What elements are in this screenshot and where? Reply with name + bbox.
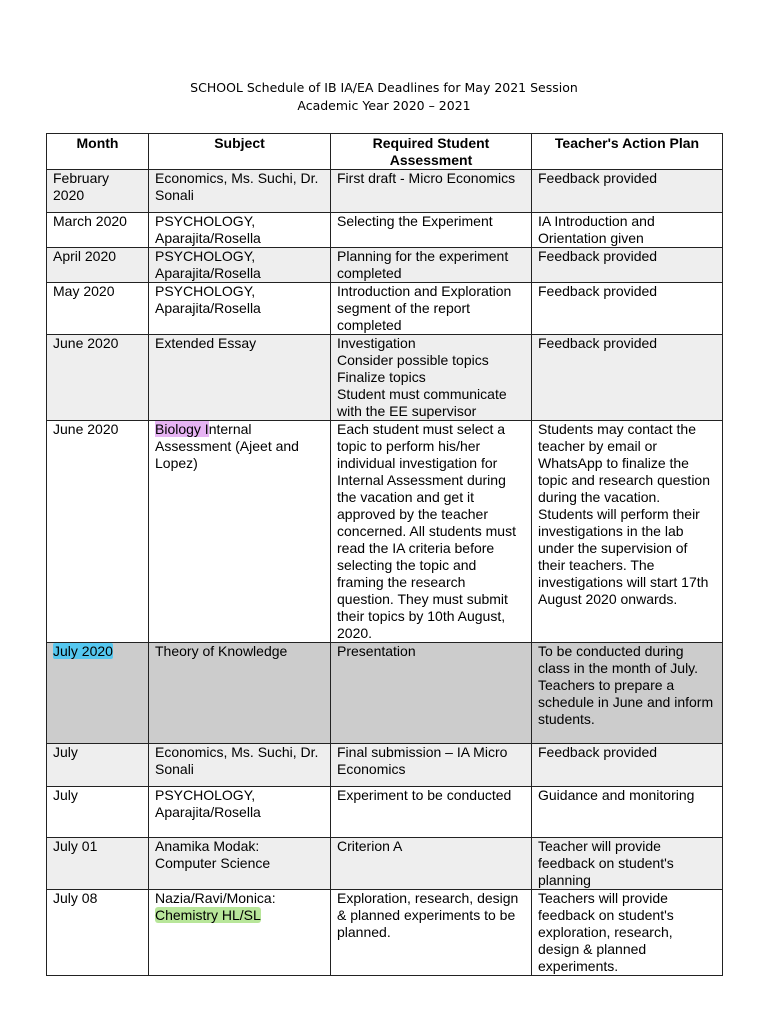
cell-action-plan	[532, 890, 723, 976]
cell-subject	[149, 890, 331, 976]
cell-text: First draft - Micro Economics	[337, 170, 516, 186]
highlighted-text: July 2020	[53, 643, 113, 659]
table-row	[47, 838, 723, 890]
cell-text: Economics, Ms. Suchi, Dr. Sonali	[155, 744, 319, 777]
cell-text: June 2020	[53, 335, 119, 351]
cell-action-plan	[532, 335, 723, 421]
cell-month	[47, 283, 149, 335]
table-row	[47, 283, 723, 335]
cell-month	[47, 170, 149, 213]
cell-subject	[149, 744, 331, 787]
cell-assessment	[331, 170, 532, 213]
cell-subject	[149, 248, 331, 283]
cell-text: Students may contact the teacher by email or WhatsApp to finalize the topic and research question during the vacation. Students will perform their investigations in the lab under the supervision of their teachers. The investigations will start 17th August 2020 onwards.	[538, 421, 710, 607]
cell-text: Guidance and monitoring	[538, 787, 695, 803]
document-subtitle: Academic Year 2020 – 2021	[297, 98, 471, 113]
table-row	[47, 744, 723, 787]
cell-text: Experiment to be conducted	[337, 787, 512, 803]
subject-text: nternal Assessment (Ajeet and Lopez)	[155, 421, 299, 471]
cell-text: February 2020	[53, 170, 110, 203]
column-header-assessment: Required Student Assessment	[331, 134, 532, 170]
cell-text: June 2020	[53, 421, 119, 437]
cell-text: Feedback provided	[538, 248, 658, 264]
cell-assessment	[331, 787, 532, 838]
cell-assessment	[331, 248, 532, 283]
highlighted-text: Chemistry HL/SL	[155, 907, 261, 923]
cell-assessment	[331, 838, 532, 890]
cell-text: IA Introduction and Orientation given	[538, 213, 655, 246]
cell-text: Feedback provided	[538, 335, 658, 351]
cell-subject	[149, 213, 331, 248]
cell-text: July	[53, 744, 78, 760]
cell-text: Theory of Knowledge	[155, 643, 288, 659]
cell-assessment	[331, 335, 532, 421]
cell-text: PSYCHOLOGY, Aparajita/Rosella	[155, 213, 261, 246]
cell-action-plan	[532, 787, 723, 838]
cell-assessment	[331, 213, 532, 248]
cell-subject	[149, 283, 331, 335]
document-header	[0, 79, 768, 115]
cell-action-plan	[532, 248, 723, 283]
cell-text: July 08	[53, 890, 98, 906]
cell-text: Anamika Modak: Computer Science	[155, 838, 271, 871]
cell-text: Selecting the Experiment	[337, 213, 493, 229]
cell-action-plan	[532, 838, 723, 890]
cell-action-plan	[532, 170, 723, 213]
cell-text: Economics, Ms. Suchi, Dr. Sonali	[155, 170, 319, 203]
cell-text: Presentation	[337, 643, 416, 659]
cell-text: Teacher will provide feedback on student's planning	[538, 838, 674, 888]
cell-action-plan	[532, 283, 723, 335]
column-header-subject: Subject	[149, 134, 331, 170]
cell-month	[47, 890, 149, 976]
cell-assessment	[331, 421, 532, 643]
cell-text: Feedback provided	[538, 744, 658, 760]
highlighted-text: Biology I	[155, 421, 209, 437]
cell-month	[47, 248, 149, 283]
cell-action-plan	[532, 744, 723, 787]
cell-month	[47, 744, 149, 787]
cell-assessment	[331, 643, 532, 744]
cell-text: Extended Essay	[155, 335, 257, 351]
cell-action-plan	[532, 643, 723, 744]
table-row	[47, 787, 723, 838]
table-row	[47, 213, 723, 248]
table-row	[47, 643, 723, 744]
cell-text: PSYCHOLOGY, Aparajita/Rosella	[155, 787, 261, 820]
cell-text: July 01	[53, 838, 98, 854]
cell-text: Teachers will provide feedback on student's exploration, research, design & planned experiments.	[538, 890, 674, 974]
cell-assessment	[331, 283, 532, 335]
cell-text: Planning for the experiment completed	[337, 248, 509, 281]
cell-text: PSYCHOLOGY, Aparajita/Rosella	[155, 248, 261, 281]
cell-text: Each student must select a topic to perform his/her individual investigation for Internal Assessment during the vacation and get it approved by the teacher concerned. All students must read the IA criteria before selecting the topic and framing the research question. They must submit their topics by 10th August, 2020.	[337, 421, 516, 641]
document-title: SCHOOL Schedule of IB IA/EA Deadlines for May 2021 Session	[190, 80, 578, 95]
table-row	[47, 170, 723, 213]
column-header-action-plan: Teacher's Action Plan	[532, 134, 723, 170]
cell-month	[47, 787, 149, 838]
table-row	[47, 421, 723, 643]
cell-month	[47, 838, 149, 890]
subject-text: Nazia/Ravi/Monica:	[155, 890, 276, 906]
cell-subject	[149, 787, 331, 838]
cell-subject	[149, 421, 331, 643]
cell-month	[47, 213, 149, 248]
table-row	[47, 890, 723, 976]
cell-text: To be conducted during class in the month of July. Teachers to prepare a schedule in June and inform students.	[538, 643, 714, 727]
cell-text: PSYCHOLOGY, Aparajita/Rosella	[155, 283, 261, 316]
cell-text: Final submission – IA Micro Economics	[337, 744, 508, 777]
cell-assessment	[331, 890, 532, 976]
column-header-month: Month	[47, 134, 149, 170]
cell-subject	[149, 170, 331, 213]
cell-text: Investigation Consider possible topics Finalize topics Student must communicate with the EE supervisor	[337, 335, 507, 419]
cell-text: Feedback provided	[538, 283, 658, 299]
cell-text: May 2020	[53, 283, 115, 299]
cell-month	[47, 421, 149, 643]
cell-subject	[149, 838, 331, 890]
cell-text: April 2020	[53, 248, 117, 264]
cell-action-plan	[532, 213, 723, 248]
cell-action-plan	[532, 421, 723, 643]
cell-text: Feedback provided	[538, 170, 658, 186]
cell-subject	[149, 643, 331, 744]
cell-subject	[149, 335, 331, 421]
table-row	[47, 335, 723, 421]
cell-assessment	[331, 744, 532, 787]
cell-text: Criterion A	[337, 838, 403, 854]
cell-month	[47, 643, 149, 744]
cell-text: July	[53, 787, 78, 803]
cell-text: March 2020	[53, 213, 127, 229]
table-header-row	[47, 134, 723, 170]
cell-text: Exploration, research, design & planned experiments to be planned.	[337, 890, 519, 940]
schedule-table	[46, 133, 723, 976]
cell-month	[47, 335, 149, 421]
table-row	[47, 248, 723, 283]
cell-text: Introduction and Exploration segment of the report completed	[337, 283, 512, 333]
